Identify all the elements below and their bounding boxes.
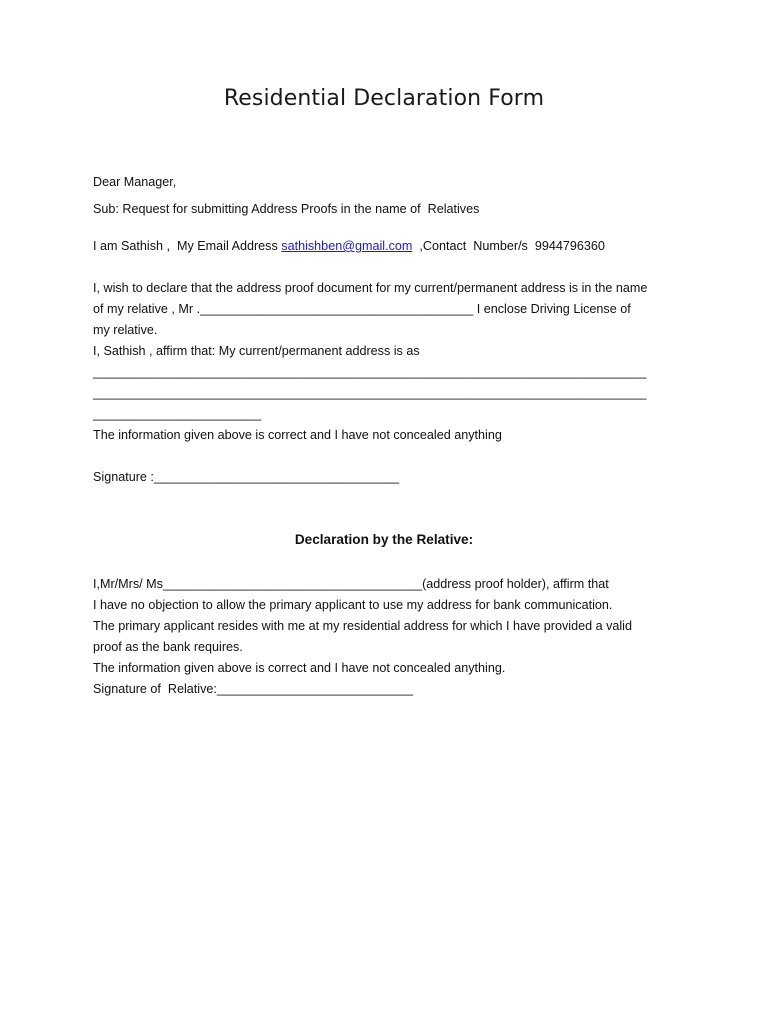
relative-section-heading: Declaration by the Relative: (294, 532, 474, 547)
relative-line-2: I have no objection to allow the primary applicant to use my address for bank communication. (93, 598, 613, 612)
salutation: Dear Manager, (93, 175, 177, 189)
relative-line-1: I,Mr/Mrs/ Ms_____________________________________(address proof holder), affirm that (93, 577, 609, 591)
address-blank-3: ________________________ (93, 407, 262, 421)
relative-signature-line: Signature of Relative:____________________________ (93, 682, 414, 696)
intro-line (93, 238, 605, 254)
declaration-line-3: my relative. (93, 323, 158, 337)
intro-prefix: I am Sathish , My Email Address (93, 239, 282, 253)
address-blank-1: _______________________________________________________________________________ (93, 365, 647, 379)
relative-line-3: The primary applicant resides with me at my residential address for which I have provided a valid (93, 619, 632, 633)
address-blank-2: _______________________________________________________________________________ (93, 386, 647, 400)
affirm-line: I, Sathish , affirm that: My current/permanent address is as (93, 344, 420, 358)
relative-line-4: proof as the bank requires. (93, 640, 243, 654)
signature-line: Signature :___________________________________ (93, 470, 400, 484)
subject-line: Sub: Request for submitting Address Proofs in the name of Relatives (93, 202, 480, 216)
email-link[interactable]: sathishben@gmail.com (281, 239, 413, 253)
correctness-statement: The information given above is correct and I have not concealed anything (93, 428, 502, 442)
declaration-line-1: I, wish to declare that the address proof document for my current/permanent address is in the name (93, 281, 648, 295)
declaration-line-2: of my relative , Mr ._______________________________________ I enclose Driving License of (93, 302, 631, 316)
relative-line-5: The information given above is correct and I have not concealed anything. (93, 661, 506, 675)
intro-suffix: ,Contact Number/s 9944796360 (412, 239, 605, 253)
document-title: Residential Declaration Form (223, 86, 545, 111)
